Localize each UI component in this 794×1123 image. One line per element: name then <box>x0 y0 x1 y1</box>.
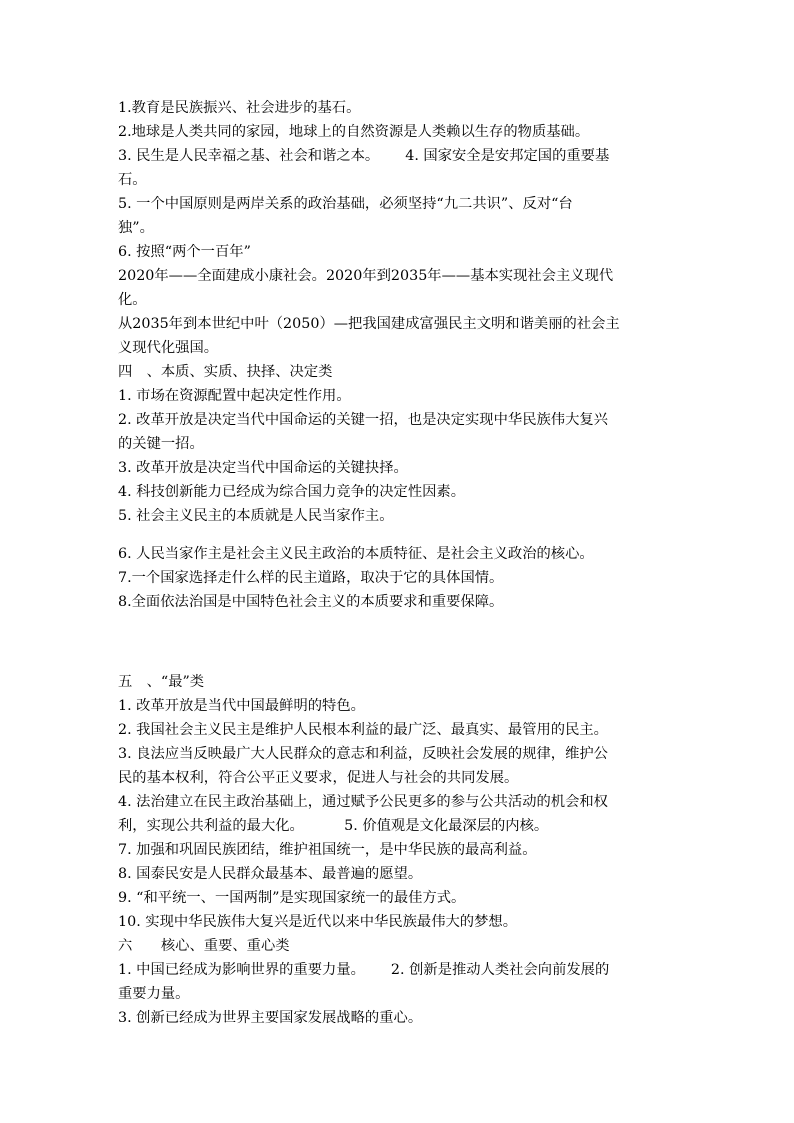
section-heading: 六 核心、重要、重心类 <box>118 938 290 954</box>
paragraph-gap <box>118 528 678 542</box>
section-heading: 五 、“最”类 <box>118 674 205 690</box>
text-line: 7.一个国家选择走什么样的民主道路，取决于它的具体国情。 <box>118 570 504 586</box>
text-line: 8. 国泰民安是人民群众最基本、最普遍的愿望。 <box>118 866 423 882</box>
text-line: 1. 改革开放是当代中国最鲜明的特色。 <box>118 698 365 714</box>
text-line: 5. 社会主义民主的本质就是人民当家作主。 <box>118 508 394 524</box>
text-line: 3. 创新已经成为世界主要国家发展战略的重心。 <box>118 1010 423 1026</box>
text-line: 6. 人民当家作主是社会主义民主政治的本质特征、是社会主义政治的核心。 <box>118 546 594 562</box>
text-line: 重要力量。 <box>118 986 190 1002</box>
document-page <box>118 96 678 1030</box>
text-line: 利，实现公共利益的最大化。 5. 价值观是文化最深层的内核。 <box>118 818 549 834</box>
text-line: 7. 加强和巩固民族团结，维护祖国统一，是中华民族的最高利益。 <box>118 842 537 858</box>
text-line: 3. 民生是人民幸福之基、社会和谐之本。 4. 国家安全是安邦定国的重要基 <box>118 148 610 164</box>
text-line: 3. 改革开放是决定当代中国命运的关键抉择。 <box>118 460 408 476</box>
section-heading: 四 、本质、实质、抉择、决定类 <box>118 364 333 380</box>
text-block-2 <box>118 542 678 614</box>
text-line: 4. 科技创新能力已经成为综合国力竞争的决定性因素。 <box>118 484 466 500</box>
text-line: 石。 <box>118 172 147 188</box>
text-line: 独”。 <box>118 220 154 236</box>
text-line: 2. 改革开放是决定当代中国命运的关键一招，也是决定实现中华民族伟大复兴 <box>118 412 608 428</box>
text-line: 4. 法治建立在民主政治基础上，通过赋予公民更多的参与公共活动的机会和权 <box>118 794 608 810</box>
paragraph-gap <box>118 614 678 670</box>
text-line: 从2035年到本世纪中叶（2050）—把我国建成富强民主文明和谐美丽的社会主 <box>118 316 620 332</box>
text-line: 化。 <box>118 292 147 308</box>
text-line: 1. 中国已经成为影响世界的重要力量。 2. 创新是推动人类社会向前发展的 <box>118 962 610 978</box>
text-line: 10. 实现中华民族伟大复兴是近代以来中华民族最伟大的梦想。 <box>118 914 517 930</box>
text-line: 9. “和平统一、一国两制”是实现国家统一的最佳方式。 <box>118 890 466 906</box>
text-line: 6. 按照“两个一百年” <box>118 244 251 260</box>
text-line: 2.地球是人类共同的家园，地球上的自然资源是人类赖以生存的物质基础。 <box>118 124 590 140</box>
text-line: 3. 良法应当反映最广大人民群众的意志和利益，反映社会发展的规律，维护公 <box>118 746 608 762</box>
text-line: 民的基本权利，符合公平正义要求，促进人与社会的共同发展。 <box>118 770 519 786</box>
text-line: 8.全面依法治国是中国特色社会主义的本质要求和重要保障。 <box>118 594 504 610</box>
text-line: 2. 我国社会主义民主是维护人民根本利益的最广泛、最真实、最管用的民主。 <box>118 722 608 738</box>
text-line: 1.教育是民族振兴、社会进步的基石。 <box>118 100 361 116</box>
text-line: 2020年——全面建成小康社会。2020年到2035年——基本实现社会主义现代 <box>118 268 614 284</box>
text-block-3 <box>118 670 678 1030</box>
text-line: 义现代化强国。 <box>118 340 219 356</box>
text-line: 5. 一个中国原则是两岸关系的政治基础，必须坚持“九二共识”、反对“台 <box>118 196 573 212</box>
text-line: 的关键一招。 <box>118 436 204 452</box>
text-line: 1. 市场在资源配置中起决定性作用。 <box>118 388 351 404</box>
text-block-1 <box>118 96 678 528</box>
